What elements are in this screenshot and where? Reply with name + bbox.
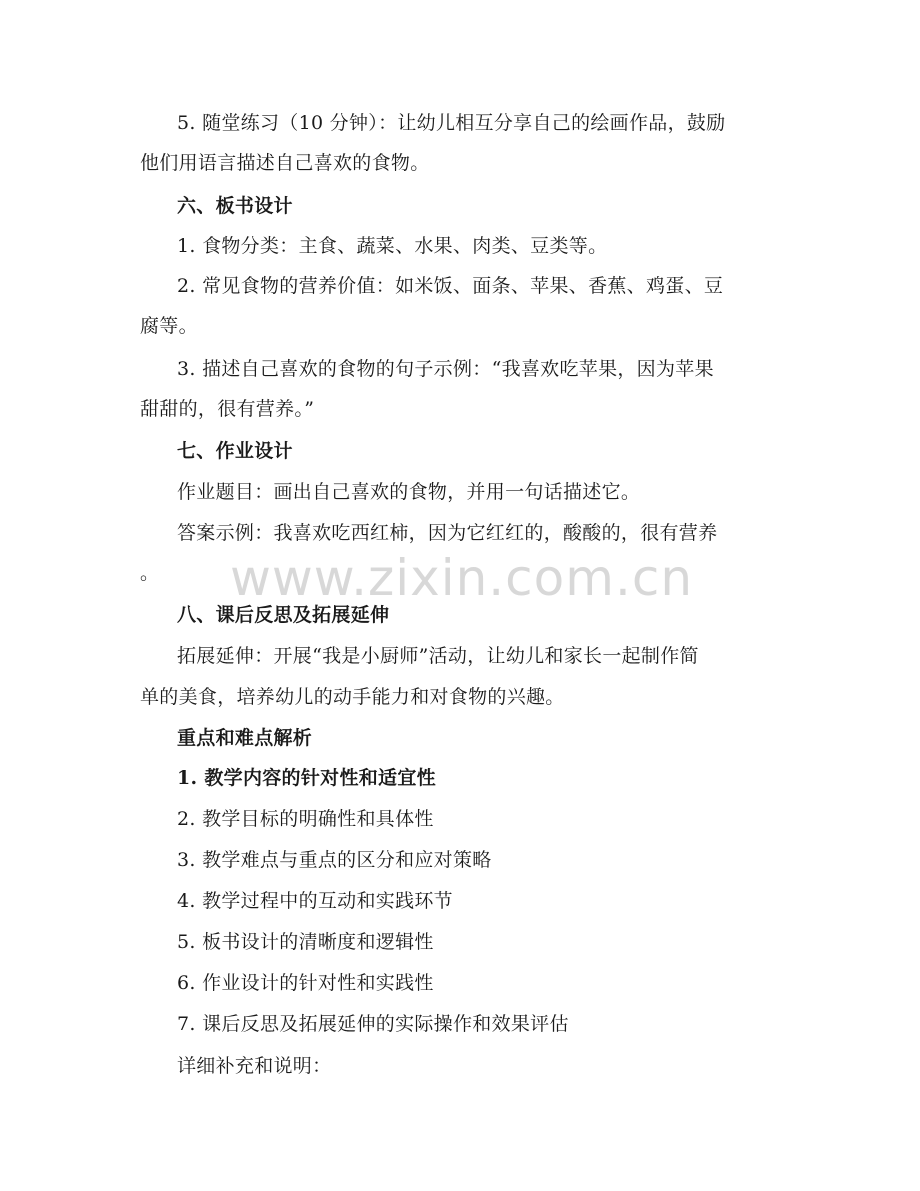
- board-item-3-line-1: 3. 描述自己喜欢的食物的句子示例：“我喜欢吃苹果，因为苹果: [177, 358, 714, 380]
- board-item-2-line-1: 2. 常见食物的营养价值：如米饭、面条、苹果、香蕉、鸡蛋、豆: [177, 275, 724, 297]
- reflection-line-2: 单的美食，培养幼儿的动手能力和对食物的兴趣。: [140, 686, 565, 708]
- board-item-1: 1. 食物分类：主食、蔬菜、水果、肉类、豆类等。: [177, 235, 608, 257]
- analysis-item-1: 1. 教学内容的针对性和适宜性: [177, 767, 436, 789]
- homework-answer-line-2: 。: [140, 562, 160, 584]
- analysis-heading: 重点和难点解析: [177, 727, 313, 749]
- board-item-2-line-2: 腐等。: [140, 315, 198, 337]
- homework-heading: 七、作业设计: [177, 440, 293, 462]
- watermark: www.zixin.com.cn: [230, 549, 694, 607]
- analysis-item-2: 2. 教学目标的明确性和具体性: [177, 808, 434, 830]
- analysis-item-5: 5. 板书设计的清晰度和逻辑性: [177, 931, 434, 953]
- board-heading: 六、板书设计: [177, 195, 293, 217]
- analysis-item-6: 6. 作业设计的针对性和实践性: [177, 972, 434, 994]
- analysis-item-4: 4. 教学过程中的互动和实践环节: [177, 890, 453, 912]
- homework-answer-line-1: 答案示例：我喜欢吃西红柿，因为它红红的，酸酸的，很有营养: [177, 522, 718, 544]
- analysis-item-3: 3. 教学难点与重点的区分和应对策略: [177, 849, 492, 871]
- board-item-3-line-2: 甜甜的，很有营养。”: [140, 398, 315, 420]
- homework-topic: 作业题目：画出自己喜欢的食物，并用一句话描述它。: [177, 481, 641, 503]
- practice-line-2: 他们用语言描述自己喜欢的食物。: [140, 152, 430, 174]
- reflection-heading: 八、课后反思及拓展延伸: [177, 604, 390, 626]
- practice-line-1: 5. 随堂练习（10 分钟）：让幼儿相互分享自己的绘画作品，鼓励: [177, 112, 726, 134]
- reflection-line-1: 拓展延伸：开展“我是小厨师”活动，让幼儿和家长一起制作简: [177, 645, 699, 667]
- analysis-item-7: 7. 课后反思及拓展延伸的实际操作和效果评估: [177, 1013, 569, 1035]
- analysis-footer: 详细补充和说明：: [177, 1055, 332, 1077]
